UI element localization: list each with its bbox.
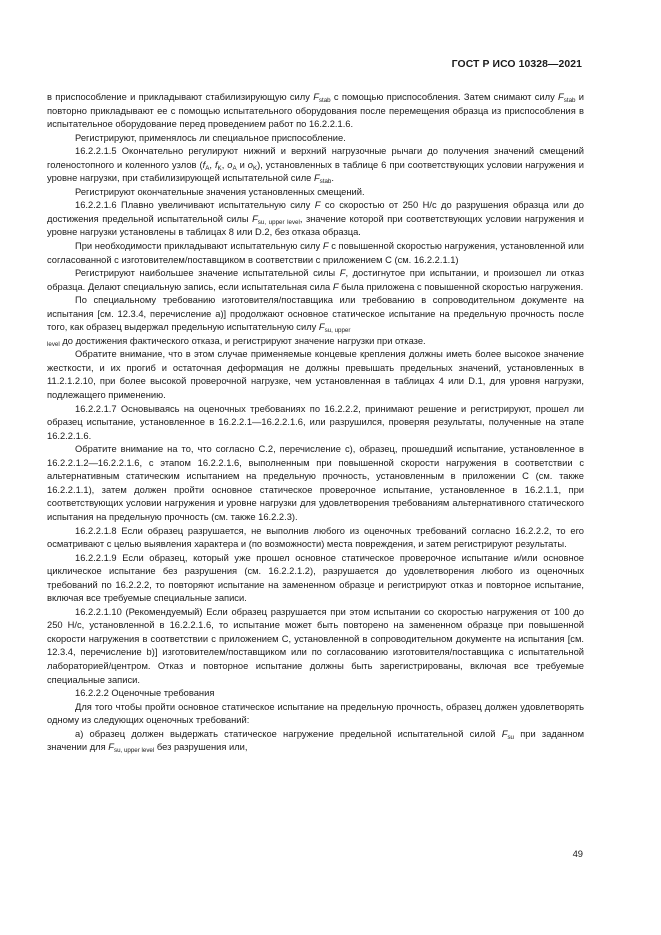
document-body — [47, 91, 584, 755]
list-item: а) образец должен выдержать статическое нагружение предельной испытательной силой $F_{su}$ при заданном значении для $F_{su, upper level}$ без разрушения или, — [47, 728, 584, 755]
paragraph: 16.2.2.1.5 Окончательно регулируют нижний и верхний нагрузочные рычаги до получения значений смещений голеностопного и коленного узлов ($f_A$, $f_K$, $o_A$ и $o_K$), установленных в таблице 6 при соответствующих условии нагружения и уровне нагрузки, при стабилизирующей испытательной силе $F_{stab}$. — [47, 146, 584, 186]
paragraph: 16.2.2.1.7 Основываясь на оценочных требованиях по 16.2.2.2, принимают решение и регистрируют, прошел ли образец испытание, установленное в 16.2.2.1—16.2.2.1.6, или разрушился, проверяя результаты, полученные на этапе 16.2.2.1.6. — [47, 403, 584, 441]
paragraph: По специальному требованию изготовителя/поставщика или требованию в сопроводительном документе на испытания [см. 12.3.4, перечисление а)] продолжают основное статическое испытание на предельную прочность после того, как образец выдержал предельную испытательную силу $F_{su, upper}$ $_{level}$ до достижения фактического отказа, и регистрируют значение нагрузки при отказе. — [47, 295, 584, 348]
paragraph: 16.2.2.1.10 (Рекомендуемый) Если образец разрушается при этом испытании со скоростью нагружения от 100 до 250 Н/с, установленной в 16.2.2.1.6, то испытание может быть повторено на замененном образце при повышенной скорости нагружения в соответствии с приложением С, установленной в сопроводительном документе на испытания [см. 12.3.4, перечисление b)] изготовителем/поставщиком или по согласованию изготовителя/поставщика с испытательной лабораторией/центром. Отказ и повторное испытание должны быть зарегистрированы, включая все требуемые специальные записи. — [47, 606, 584, 685]
paragraph: При необходимости прикладывают испытательную силу F с повышенной скоростью нагружения, установленной или согласованной с изготовителем/поставщиком в соответствии с приложением С (см. 16.2.2.1.1) — [47, 241, 584, 265]
section-heading: 16.2.2.2 Оценочные требования — [75, 688, 215, 699]
paragraph: Обратите внимание, что в этом случае применяемые концевые крепления должны иметь более высокое значение жесткости, и их прогиб и остаточная деформация не должны превышать предельных значений, установленных в 11.2.1.2.10, при более высокой проверочной нагрузке, чем установленная в таблицах 4 или D.1, для уровня нагрузки, подлежащего применению. — [47, 349, 584, 401]
paragraph: Регистрируют окончательные значения установленных смещений. — [75, 186, 365, 197]
page-number: 49 — [572, 848, 583, 859]
paragraph: Регистрируют, применялось ли специальное приспособление. — [75, 132, 346, 143]
paragraph: Обратите внимание на то, что согласно С.2, перечисление с), образец, прошедший испытание, установленное в 16.2.2.1.2—16.2.2.1.6, с этапом 16.2.2.1.6, выполненным при повышенной скорости нагружения в соответствии с альтернативным статическим испытанием на предельную прочность, установленным в приложении С (см. также 16.2.2.1.1), затем должен пройти основное статическое проверочное испытание, установленное в 16.2.1.1, при соответствующих условии нагружения и уровне нагрузки для удовлетворения требованиям альтернативного статического испытания на предельную прочность (см. также 16.2.2.3). — [47, 444, 584, 522]
paragraph: в приспособление и прикладывают стабилизирующую силу $F_{stab}$ с помощью приспособления. Затем снимают силу $F_{stab}$ и повторно прикладывают ее с помощью испытательного оборудования после перемещения образца из приспособления в испытательное оборудование перед проведением работ по 16.2.2.1.6. — [47, 92, 584, 130]
paragraph: 16.2.2.1.9 Если образец, который уже прошел основное статическое проверочное испытание и/или основное циклическое испытание без разрушения (см. 16.2.2.1.2), разрушается до удовлетворения любого из оценочных требований по 16.2.2.2, то повторяют испытание на замененном образце и регистрируют отказ и повторное испытание, включая все требуемые специальные записи. — [47, 552, 584, 604]
paragraph: 16.2.2.1.8 Если образец разрушается, не выполнив любого из оценочных требований согласно 16.2.2.2, то его осматривают с целью выявления характера и (по возможности) места повреждения, и затем регистрируют результаты. — [47, 525, 584, 550]
paragraph: 16.2.2.1.6 Плавно увеличивают испытательную силу F со скоростью от 250 Н/с до разрушения образца или до достижения предельной испытательной силы $F_{su, upper level}$, значение которой при соответствующих условии нагружения и уровне нагрузки установлены в таблицах 8 или D.2, без отказа образца. — [47, 200, 585, 238]
page-header-standard: ГОСТ Р ИСО 10328—2021 — [451, 59, 582, 70]
paragraph: Для того чтобы пройти основное статическое испытание на предельную прочность, образец должен удовлетворять одному из следующих оценочных требований: — [47, 701, 584, 726]
paragraph: Регистрируют наибольшее значение испытательной силы F, достигнутое при испытании, и произошел ли отказ образца. Делают специальную запись, если испытательная сила F была приложена с повышенной скоростью нагружения. — [47, 268, 584, 292]
